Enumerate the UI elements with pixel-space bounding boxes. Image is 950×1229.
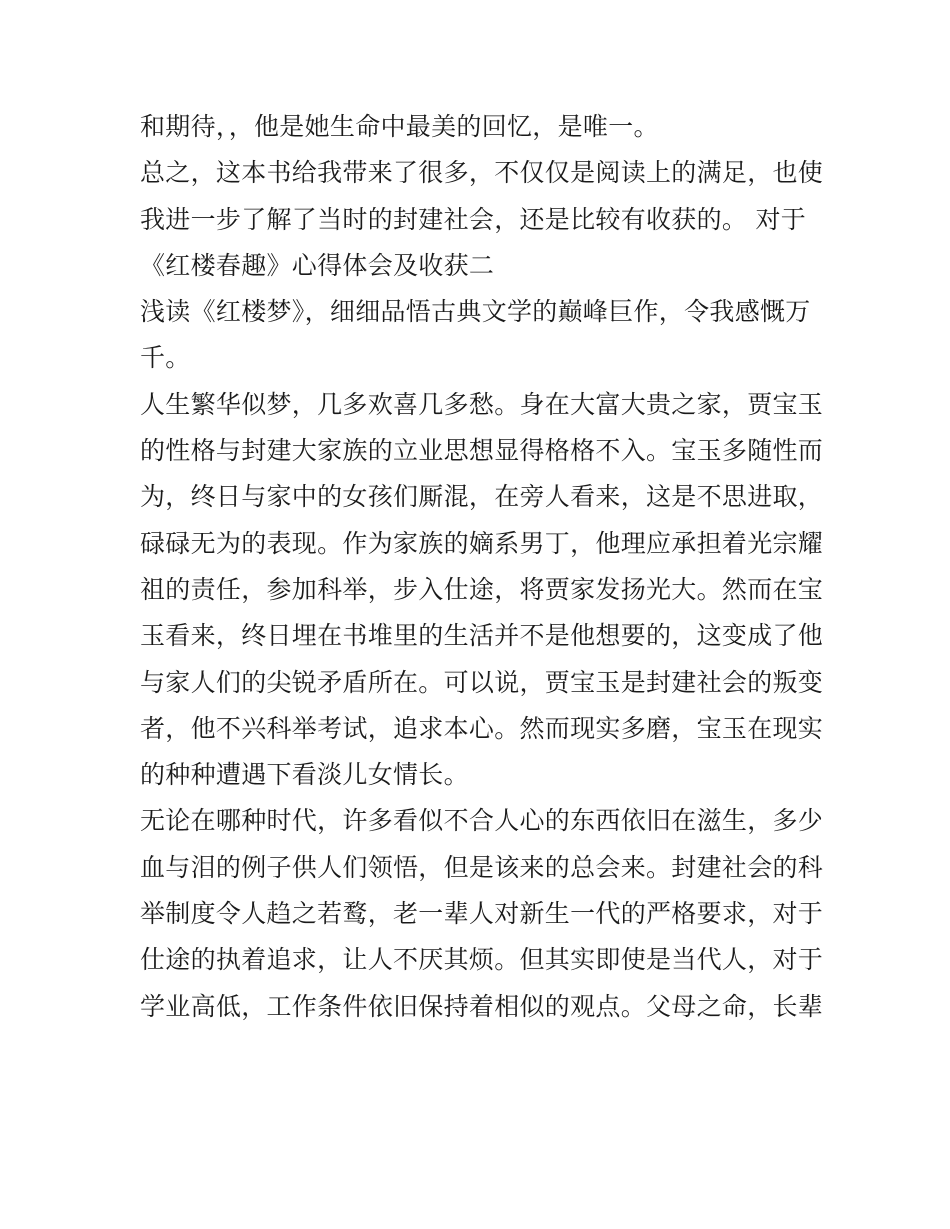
text-line: 无论在哪种时代，许多看似不合人心的东西依旧在滋生，多少 bbox=[140, 806, 824, 836]
text-line: 玉看来，终日埋在书堆里的生活并不是他想要的，这变成了他 bbox=[140, 621, 824, 651]
text-line: 碌碌无为的表现。作为家族的嫡系男丁，他理应承担着光宗耀 bbox=[140, 528, 824, 558]
body-text bbox=[140, 104, 824, 1030]
text-line: 浅读《红楼梦》，细细品悟古典文学的巅峰巨作，令我感慨万 bbox=[140, 297, 811, 327]
text-line: 与家人们的尖锐矛盾所在。可以说，贾宝玉是封建社会的叛变 bbox=[140, 667, 824, 697]
text-line: 举制度令人趋之若鹜，老一辈人对新生一代的严格要求，对于 bbox=[140, 899, 824, 929]
text-line: 我进一步了解了当时的封建社会，还是比较有收获的。 对于 bbox=[140, 204, 807, 234]
text-line: 祖的责任，参加科举，步入仕途，将贾家发扬光大。然而在宝 bbox=[140, 574, 824, 604]
text-line: 为，终日与家中的女孩们厮混，在旁人看来，这是不思进取， bbox=[140, 482, 824, 512]
text-line: 千。 bbox=[140, 343, 191, 373]
text-line: 学业高低，工作条件依旧保持着相似的观点。父母之命，长辈 bbox=[140, 991, 824, 1021]
text-line: 者，他不兴科举考试，追求本心。然而现实多磨，宝玉在现实 bbox=[140, 713, 824, 743]
text-line: 血与泪的例子供人们领悟，但是该来的总会来。封建社会的科 bbox=[140, 852, 824, 882]
text-line: 人生繁华似梦，几多欢喜几多愁。身在大富大贵之家，贾宝玉 bbox=[140, 389, 824, 419]
section-heading: 《红楼春趣》心得体会及收获二 bbox=[140, 250, 495, 280]
text-line: 仕途的执着追求，让人不厌其烦。但其实即使是当代人，对于 bbox=[140, 945, 824, 975]
text-line: 总之，这本书给我带来了很多，不仅仅是阅读上的满足，也使 bbox=[140, 158, 824, 188]
text-line: 和期待，，他是她生命中最美的回忆，是唯一。 bbox=[140, 112, 659, 141]
text-line: 的性格与封建大家族的立业思想显得格格不入。宝玉多随性而 bbox=[140, 436, 824, 466]
text-line: 的种种遭遇下看淡儿女情长。 bbox=[140, 760, 469, 790]
